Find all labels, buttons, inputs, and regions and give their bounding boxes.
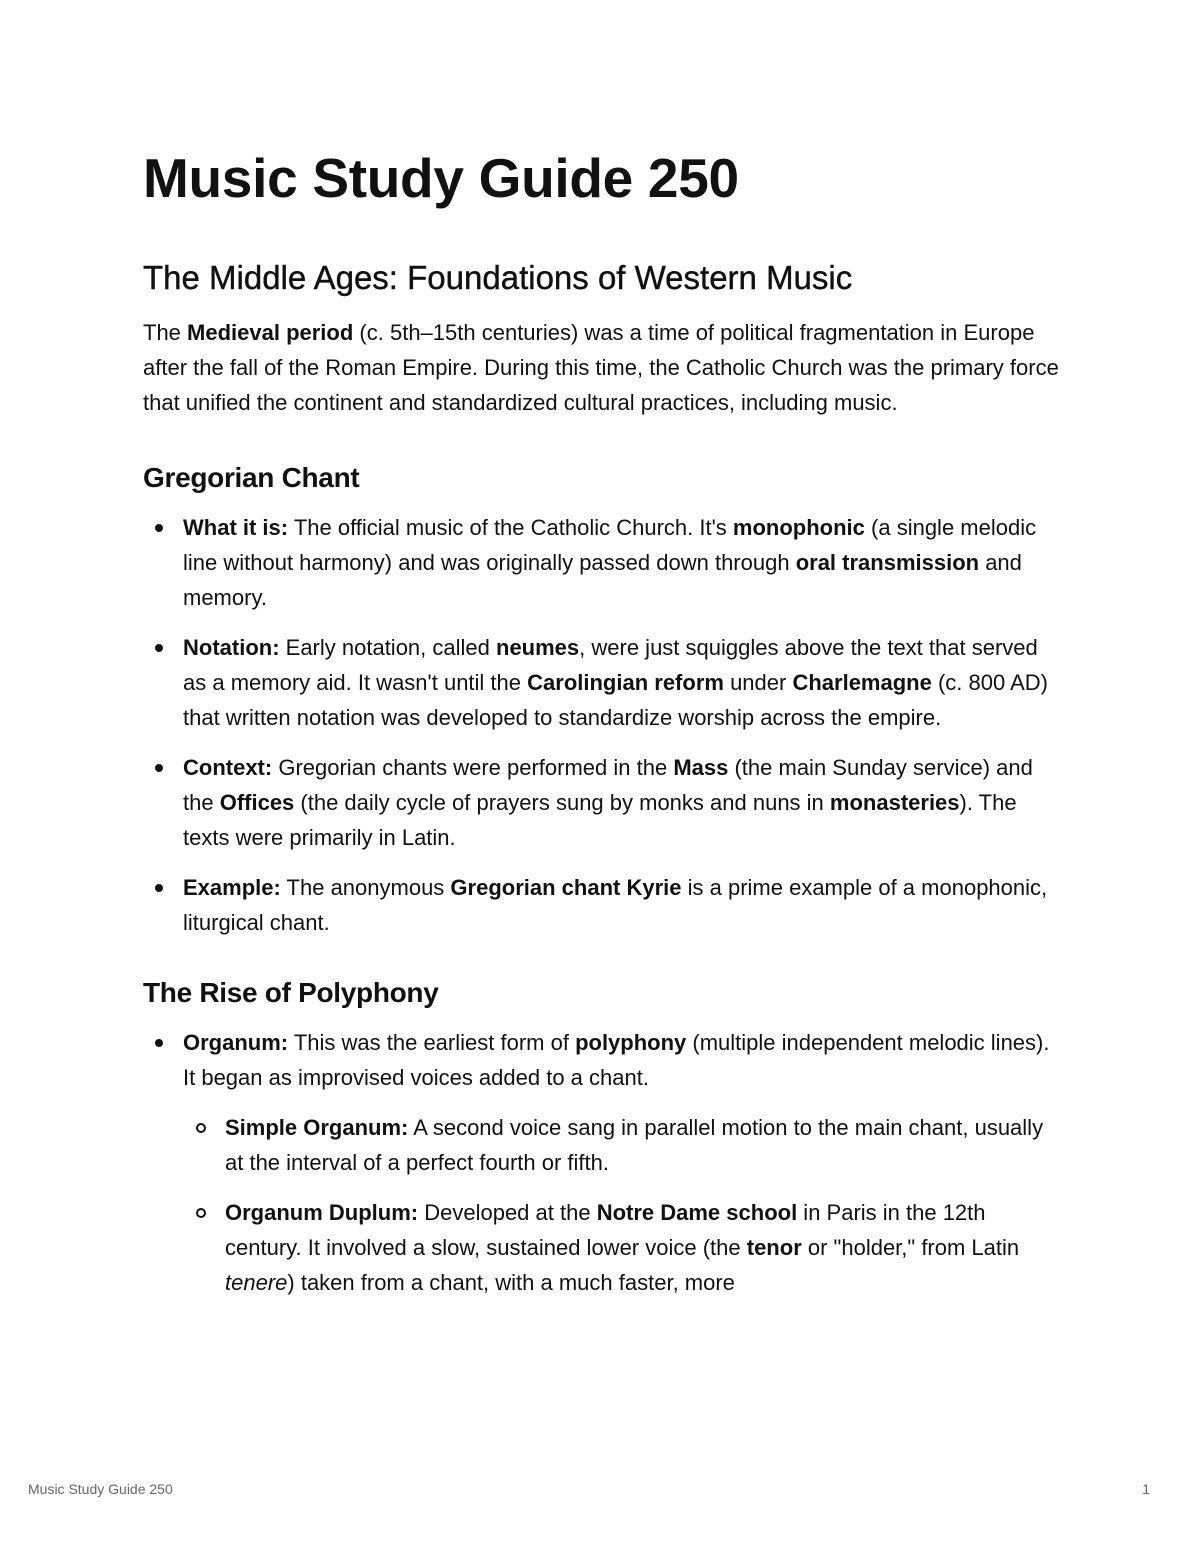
polyphony-list (143, 1025, 1063, 1300)
subheading-rise-of-polyphony: The Rise of Polyphony (143, 977, 439, 1008)
list-item-example: Example: The anonymous Gregorian chant Kyrie is a prime example of a monophonic, liturgical chant. (143, 870, 1063, 940)
subheading-gregorian-chant: Gregorian Chant (143, 462, 360, 493)
footer-document-title: Music Study Guide 250 (28, 1481, 173, 1497)
intro-paragraph: The Medieval period (c. 5th–15th centuries) was a time of political fragmentation in Europe after the fall of the Roman Empire. During this time, the Catholic Church was the primary force that unified the continent and standardized cultural practices, including music. (143, 320, 1059, 415)
organum-sublist (183, 1110, 1063, 1300)
document-body (143, 255, 1063, 1333)
page-title: Music Study Guide 250 (143, 147, 739, 209)
footer-page-number: 1 (1142, 1481, 1150, 1497)
list-item-what-it-is: What it is: The official music of the Catholic Church. It's monophonic (a single melodic line without harmony) and was originally passed down through oral transmission and memory. (143, 510, 1063, 615)
list-item-organum-duplum: Organum Duplum: Developed at the Notre Dame school in Paris in the 12th century. It involved a slow, sustained lower voice (the tenor or "holder," from Latin tenere) taken from a chant, with a much faster, more (183, 1195, 1063, 1300)
list-item-context: Context: Gregorian chants were performed in the Mass (the main Sunday service) and the Offices (the daily cycle of prayers sung by monks and nuns in monasteries). The texts were primarily in Latin. (143, 750, 1063, 855)
section-heading-middle-ages: The Middle Ages: Foundations of Western Music (143, 259, 853, 296)
gregorian-chant-list (143, 510, 1063, 940)
list-item-notation: Notation: Early notation, called neumes, were just squiggles above the text that served as a memory aid. It wasn't until the Carolingian reform under Charlemagne (c. 800 AD) that written notation was developed to standardize worship across the empire. (143, 630, 1063, 735)
list-item-simple-organum: Simple Organum: A second voice sang in parallel motion to the main chant, usually at the interval of a perfect fourth or fifth. (183, 1110, 1063, 1180)
list-item-organum: Organum: This was the earliest form of polyphony (multiple independent melodic lines). It began as improvised voices added to a chant. Simple Organum: A second voice sang in parallel motion to the main chant, usually at the interval of a perfect fourth or fifth. Organum Duplum: Developed at the Notre Dame school in Paris in the 12th century. It involved a slow, sustained lower voice (the tenor or "holder," from Latin tenere) taken from a chant, with a much faster, more (143, 1025, 1063, 1300)
